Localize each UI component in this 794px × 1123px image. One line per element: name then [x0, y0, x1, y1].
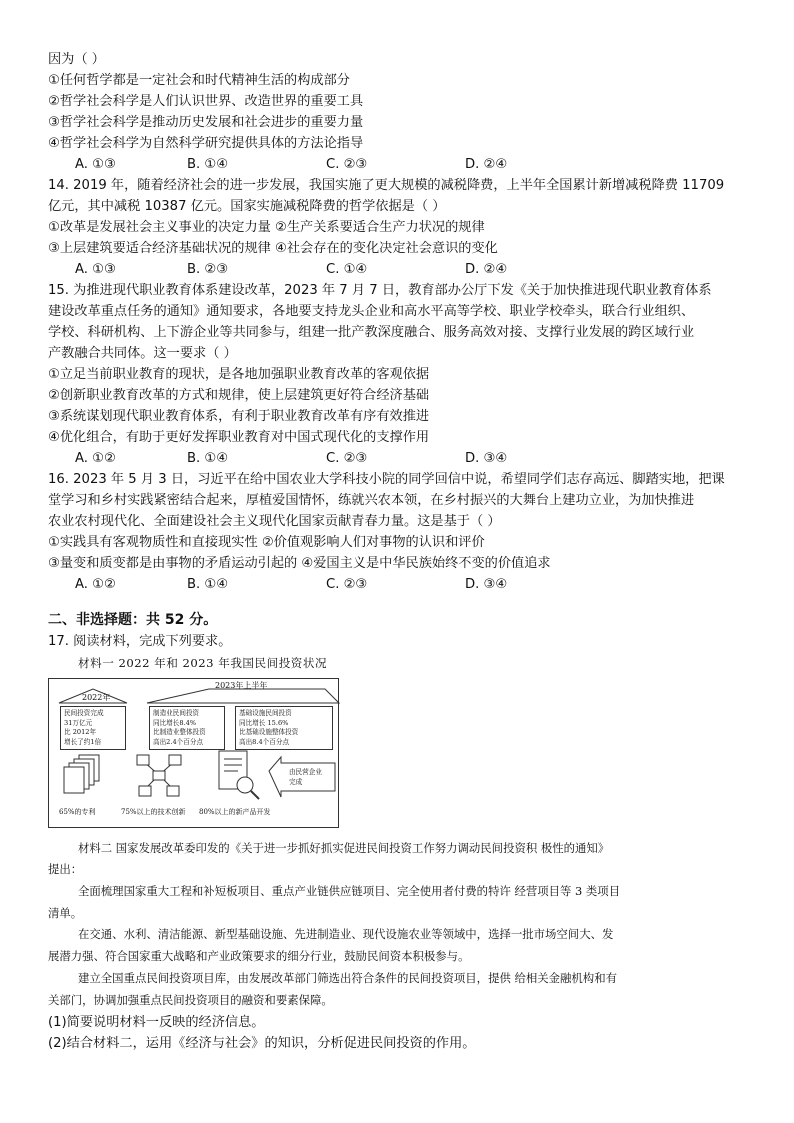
private-investment-2022-box [60, 706, 126, 750]
q16-option-c: C. ②③ [326, 577, 368, 592]
q13-option-b: B. ①④ [187, 157, 229, 172]
q16-stem-line-3: 农业农村现代化、全面建设社会主义现代化国家贡献青春力量。这是基于（ ） [48, 514, 501, 529]
q15-item-2: ②创新职业教育改革的方式和规律，使上层建筑更好符合经济基础 [48, 388, 430, 403]
investment-figure [48, 678, 339, 828]
q14-option-c: C. ①④ [326, 262, 368, 277]
box-1-line-3: 比 2012年 [64, 728, 97, 737]
manufacturing-investment-box [149, 706, 225, 750]
q14-option-b: B. ②③ [187, 262, 229, 277]
tech-network-icon [137, 755, 181, 796]
material-2-line-2: 提出： [48, 862, 83, 876]
box-3-line-1: 基础设施民间投资 [239, 709, 292, 717]
q15-stem-line-2: 建设改革重点任务的通知》通知要求，各地要支持龙头企业和高水平高等学校、职业学校牵头，联合行业组织、 [48, 304, 695, 319]
infrastructure-investment-box [235, 706, 333, 750]
q15-stem-line-3: 学校、科研机构、上下游企业等共同参与，组建一批产教深度融合、服务高效对接、支撑行业发展的跨区域行业 [48, 325, 695, 340]
q14-items-row-1: ①改革是发展社会主义事业的决定力量 ②生产关系要适合生产力状况的规律 [48, 220, 485, 235]
box-1-line-1: 民间投资完成 [64, 709, 104, 717]
material-2-para-2-line-2: 展潜力强、符合国家重大战略和产业政策要求的细分行业，鼓励民间资本积极参与。 [48, 949, 470, 963]
q16-stem-line-2: 堂学习和乡村实践紧密结合起来，厚植爱国情怀，练就兴农本领，在乡村振兴的大舞台上建功立业，为加快推进 [48, 493, 695, 508]
requirement-1: (1)简要说明材料一反映的经济信息。 [48, 1015, 265, 1030]
box-4-line-1: 由民营企业 [289, 768, 322, 776]
q16-option-b: B. ①④ [187, 577, 229, 592]
q13-stem-tail: 因为（ ） [48, 52, 105, 67]
box-3-line-2: 同比增长 15.6% [239, 718, 289, 727]
box-1-line-2: 31万亿元 [64, 718, 93, 727]
material-2-para-3-line-2: 关部门，协调加强重点民间投资项目的融资和要素保障。 [48, 993, 333, 1007]
product-magnifier-icon [219, 751, 259, 799]
q16-option-a: A. ①② [75, 577, 116, 592]
q17-intro: 17. 阅读材料，完成下列要求。 [48, 634, 232, 649]
q13-option-c: C. ②③ [326, 157, 368, 172]
box-2-line-1: 制造业民间投资 [153, 709, 200, 717]
material-2-para-3-line-1: 建立全国重点民间投资项目库，由发展改革部门筛选出符合条件的民间投资项目，提供 给相关金融机构和有 [78, 971, 617, 985]
q16-items-row-2: ③量变和质变都是由事物的矛盾运动引起的 ④爱国主义是中华民族始终不变的价值追求 [48, 556, 551, 571]
section-title: 二、非选择题：共 52 分。 [48, 612, 218, 628]
q13-item-2: ②哲学社会科学是人们认识世界、改造世界的重要工具 [48, 94, 364, 109]
roof-2023-shape [147, 689, 339, 703]
q15-stem-line-1: 15. 为推进现代职业教育体系建设改革，2023 年 7 月 7 日，教育部办公厅下发《关于加快推进现代职业教育体系 [48, 283, 712, 298]
box-2-line-2: 同比增长8.4% [153, 718, 197, 727]
q15-option-b: B. ①④ [187, 451, 229, 466]
material-1-caption: 材料一 2022 年和 2023 年我国民间投资状况 [78, 656, 328, 670]
q15-item-3: ③系统谋划现代职业教育体系，有利于职业教育改革有序有效推进 [48, 409, 430, 424]
q16-stem-line-1: 16. 2023 年 5 月 3 日，习近平在给中国农业大学科技小院的同学回信中说，希望同学们志存高远、脚踏实地，把课 [48, 472, 725, 487]
q16-option-d: D. ③④ [465, 577, 508, 592]
new-product-label: 80%以上的新产品开发 [199, 808, 271, 816]
year-2022-label: 2022年 [82, 693, 111, 702]
box-3-line-3: 比基础设施整体投资 [239, 728, 299, 737]
q15-option-d: D. ③④ [465, 451, 508, 466]
material-2-para-1-line-2: 清单。 [48, 906, 83, 920]
box-2-line-3: 比制造业整体投资 [153, 728, 206, 737]
box-4-line-2: 完成 [289, 777, 303, 786]
material-2-line-1: 材料二 国家发展改革委印发的《关于进一步抓好抓实促进民间投资工作努力调动民间投资积 极性的通知》 [78, 841, 610, 855]
q13-option-a: A. ①③ [75, 157, 116, 172]
private-enterprise-box [287, 767, 333, 789]
material-2-para-2-line-1: 在交通、水利、清洁能源、新型基础设施、先进制造业、现代设施农业等领域中，选择一批市场空间大、发 [78, 927, 614, 941]
material-2-para-1-line-1: 全面梳理国家重大工程和补短板项目、重点产业链供应链项目、完全使用者付费的特许 经营项目等 3 类项目 [78, 884, 621, 898]
requirement-2: (2)结合材料二，运用《经济与社会》的知识，分析促进民间投资的作用。 [48, 1036, 476, 1051]
q14-stem-line-2: 亿元，其中减税 10387 亿元。国家实施减税降费的哲学依据是（ ） [48, 199, 446, 214]
box-1-line-4: 增长了约1倍 [64, 737, 102, 746]
q13-item-1: ①任何哲学都是一定社会和时代精神生活的构成部分 [48, 73, 350, 88]
box-2-line-4: 高出2.4个百分点 [153, 737, 204, 746]
patent-documents-icon [64, 755, 99, 793]
q15-stem-line-4: 产教融合共同体。这一要求（ ） [48, 346, 237, 361]
q15-item-1: ①立足当前职业教育的现状，是各地加强职业教育改革的客观依据 [48, 367, 430, 382]
patent-label: 65%的专利 [59, 808, 96, 816]
q14-stem-line-1: 14. 2019 年，随着经济社会的进一步发展，我国实施了更大规模的减税降费，上半年全国累计新增减税降费 11709 [48, 178, 725, 193]
box-3-line-4: 高出8.4个百分点 [239, 737, 290, 746]
q13-item-4: ④哲学社会科学为自然科学研究提供具体的方法论指导 [48, 136, 364, 151]
q13-item-3: ③哲学社会科学是推动历史发展和社会进步的重要力量 [48, 115, 364, 130]
q15-item-4: ④优化组合，有助于更好发挥职业教育对中国式现代化的支撑作用 [48, 430, 430, 445]
q14-option-d: D. ②④ [465, 262, 508, 277]
q14-items-row-2: ③上层建筑要适合经济基础状况的规律 ④社会存在的变化决定社会意识的变化 [48, 241, 498, 256]
q13-option-d: D. ②④ [465, 157, 508, 172]
q15-option-a: A. ①② [75, 451, 116, 466]
q14-option-a: A. ①③ [75, 262, 116, 277]
tech-innovation-label: 75%以上的技术创新 [121, 808, 186, 816]
q15-option-c: C. ②③ [326, 451, 368, 466]
q16-items-row-1: ①实践具有客观物质性和直接现实性 ②价值观影响人们对事物的认识和评价 [48, 535, 485, 550]
year-2023-label: 2023年上半年 [215, 681, 268, 690]
